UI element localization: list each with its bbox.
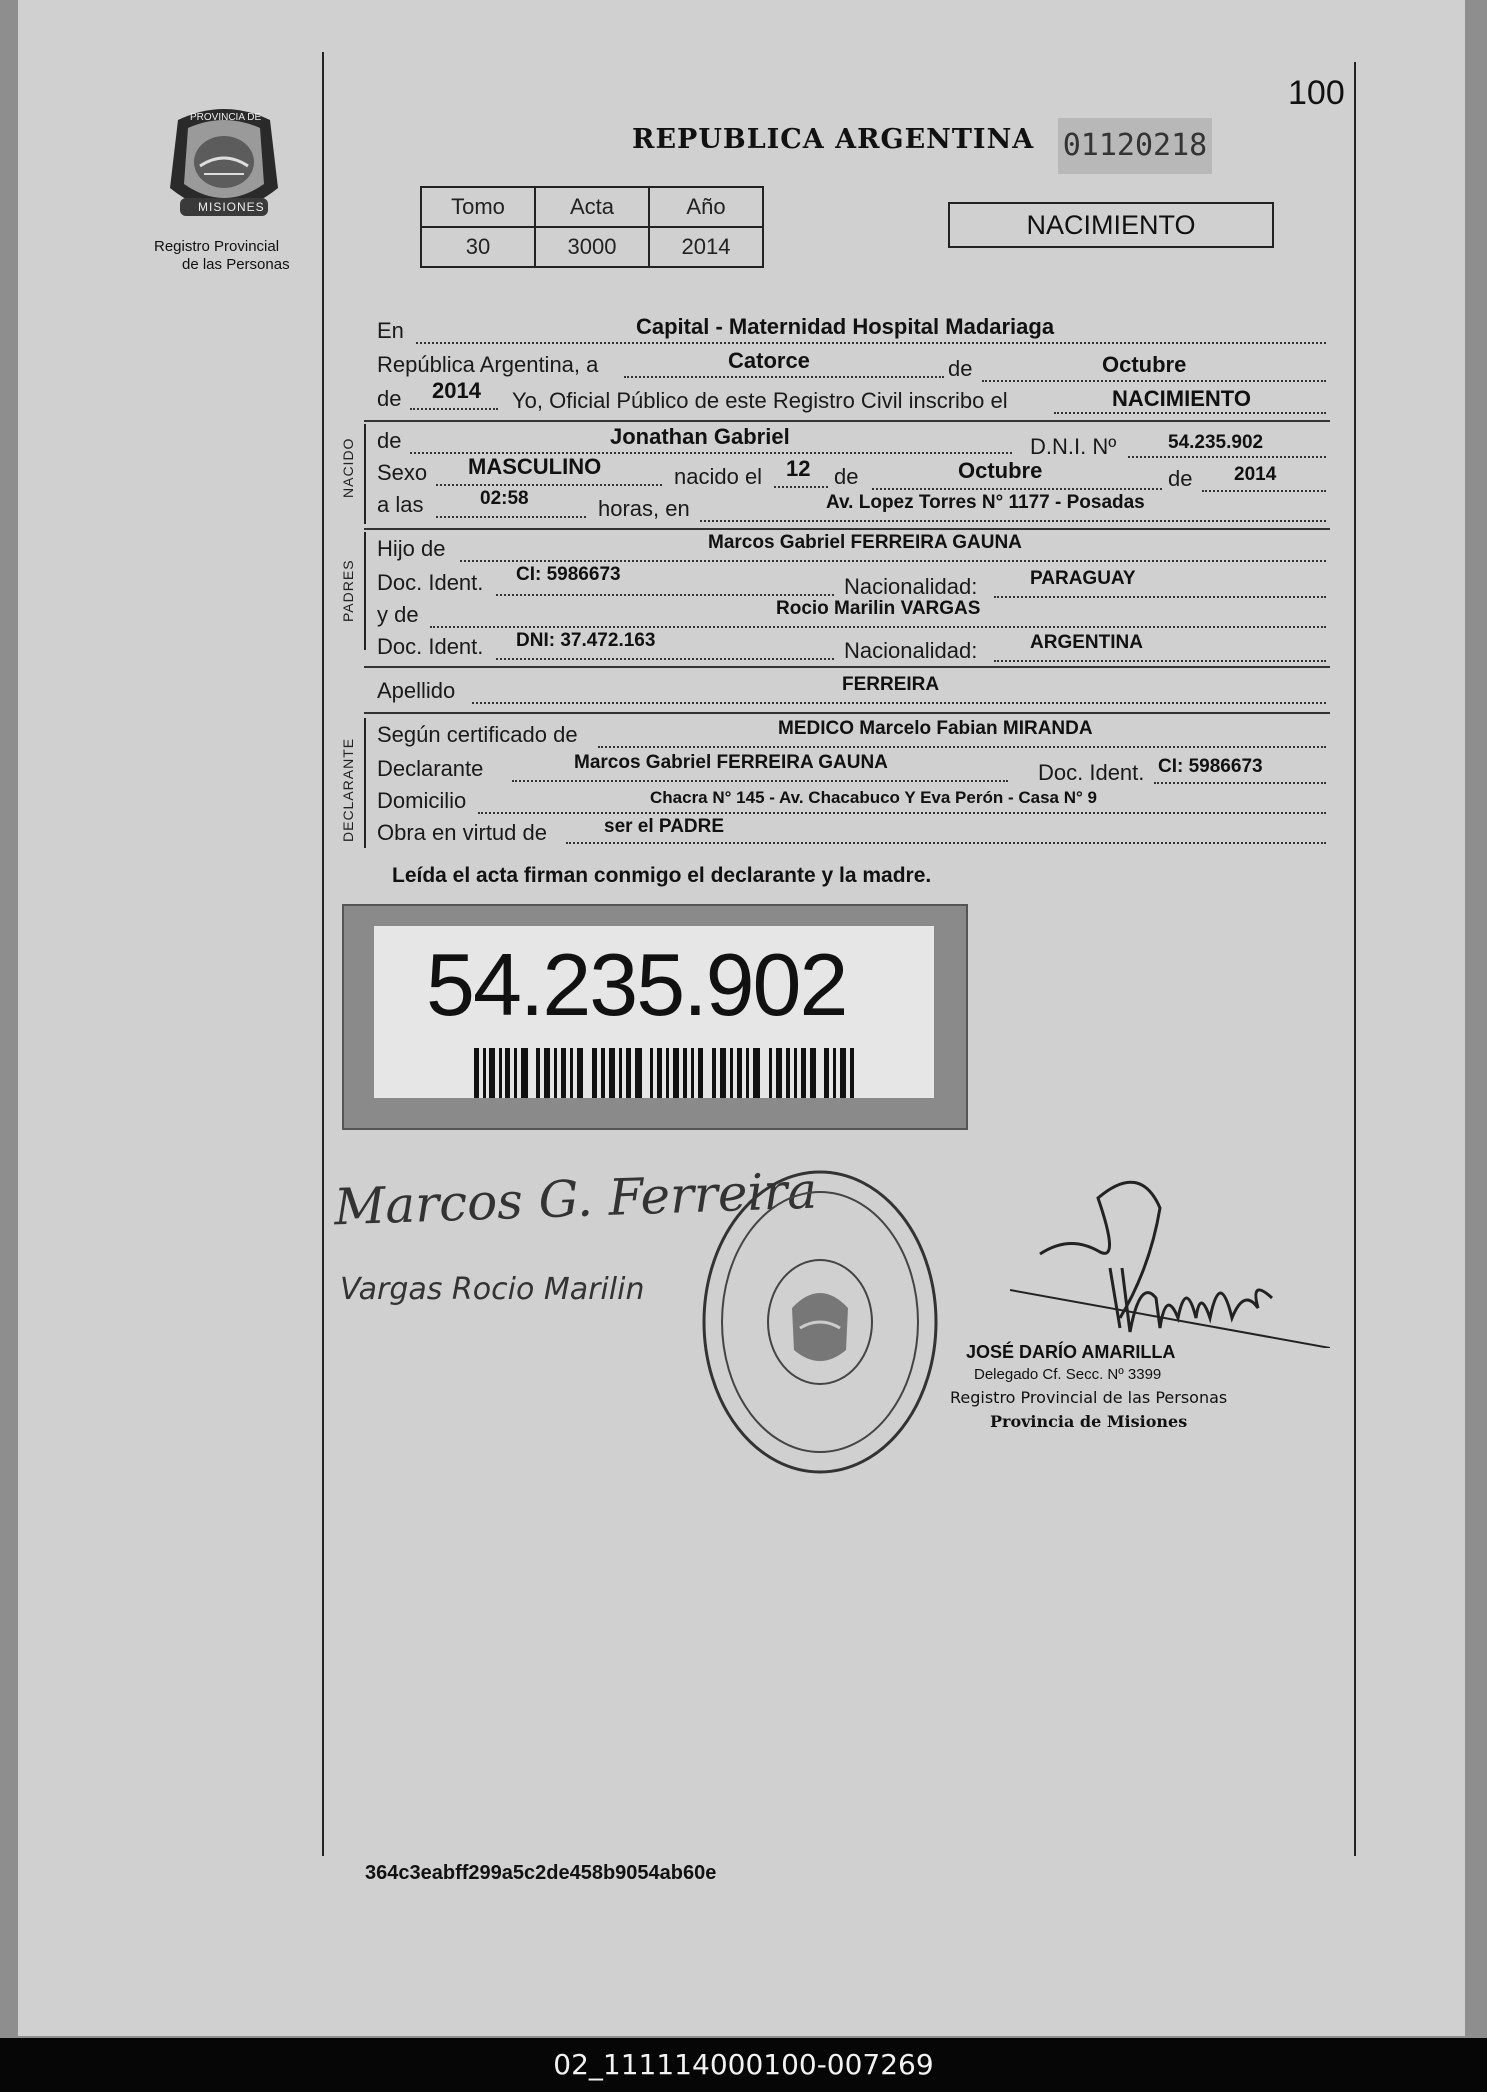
official-title: Delegado Cf. Secc. Nº 3399 [974,1366,1162,1383]
dotted-line [496,594,834,596]
document-type-box: NACIMIENTO [948,202,1274,248]
mother-doc-value: DNI: 37.472.163 [516,630,656,651]
day-word-value: Catorce [728,348,810,373]
cert-label: Según certificado de [377,722,578,747]
table-header-ano: Año [649,187,763,227]
mother-doc-label: Doc. Ident. [377,634,484,659]
child-name-value: Jonathan Gabriel [610,424,790,449]
barcode-label [374,926,934,1098]
document-hash: 364c3eabff299a5c2de458b9054ab60e [365,1862,717,1884]
father-signature: Marcos G. Ferreira [333,1161,819,1237]
dotted-line [598,746,1326,748]
registry-line-2: de las Personas [182,256,290,273]
dotted-line [872,488,1162,490]
barcode-sticker [342,904,968,1130]
a-las-label: a las [377,492,424,517]
sexo-value: MASCULINO [468,454,602,479]
dotted-line [436,516,586,518]
de-label: de [948,356,973,381]
official-province: Provincia de Misiones [990,1412,1188,1431]
apellido-label: Apellido [377,678,456,703]
table-value-acta: 3000 [535,227,649,267]
barcode-number: 54.235.902 [426,935,847,1034]
table-value-ano: 2014 [649,227,763,267]
dotted-line [430,626,1326,628]
obra-value: ser el PADRE [604,816,725,837]
dotted-line [478,812,1326,814]
republic-label: República Argentina, a [377,352,599,377]
dotted-line [566,842,1326,844]
official-registry: Registro Provincial de las Personas [950,1388,1228,1407]
left-margin-line [322,52,324,1856]
official-name: JOSÉ DARÍO AMARILLA [966,1342,1176,1362]
barcode-icon [474,1048,854,1098]
dni-label: D.N.I. Nº [1030,434,1117,459]
dotted-line [994,596,1326,598]
year-value: 2014 [432,378,481,403]
country-title: REPUBLICA ARGENTINA [632,124,1035,155]
birth-day-value: 12 [786,456,811,481]
dotted-line [472,702,1326,704]
section-bracket [364,718,366,848]
declarante-section-label: DECLARANTE [340,737,356,842]
officer-text: Yo, Oficial Público de este Registro Civil inscribo el [512,388,1008,413]
section-bracket [364,532,366,650]
official-signature-icon [1010,1168,1330,1348]
declarante-doc-label: Doc. Ident. [1038,760,1145,785]
de-label: de [834,464,859,489]
section-bracket [364,424,366,524]
de-label: de [1168,466,1193,491]
dotted-line [512,780,1008,782]
event-value: NACIMIENTO [1112,386,1251,411]
official-seal-icon [700,1168,940,1476]
father-doc-value: CI: 5986673 [516,564,621,585]
dotted-line [416,342,1326,344]
serial-stamp: 01120218 [1058,118,1212,174]
y-de-label: y de [377,602,419,627]
record-table [420,186,764,268]
dotted-line [774,486,828,488]
month-value: Octubre [1102,352,1187,377]
father-name-value: Marcos Gabriel FERREIRA GAUNA [708,532,1022,553]
father-nat-value: PARAGUAY [1030,568,1136,589]
right-margin-line [1354,62,1356,1856]
closing-statement: Leída el acta firman conmigo el declarante y la madre. [392,864,932,887]
footer-id: 02_111114000100-007269 [0,2038,1487,2092]
sexo-label: Sexo [377,460,428,485]
table-value-tomo: 30 [421,227,535,267]
dotted-line [1154,782,1326,784]
dotted-line [624,376,944,378]
page-number: 100 [1288,74,1345,112]
mother-signature: Vargas Rocio Marilin [340,1272,645,1307]
birth-address-value: Av. Lopez Torres N° 1177 - Posadas [826,492,1145,513]
birth-month-value: Octubre [958,458,1043,483]
dotted-line [496,658,834,660]
dotted-line [1128,456,1326,458]
table-header-tomo: Tomo [421,187,535,227]
dotted-line [460,560,1326,562]
padres-section-label: PADRES [340,559,356,622]
dotted-line [1202,490,1326,492]
dotted-line [1054,412,1326,414]
table-header-acta: Acta [535,187,649,227]
domicilio-label: Domicilio [377,788,467,813]
emblem-top-text: PROVINCIA DE [190,112,262,123]
hijo-de-label: Hijo de [377,536,446,561]
mother-name-value: Rocio Marilin VARGAS [776,598,981,619]
cert-value: MEDICO Marcelo Fabian MIRANDA [778,718,1093,739]
dotted-line [982,380,1326,382]
section-divider [364,420,1330,422]
de-label: de [377,428,402,453]
place-value: Capital - Maternidad Hospital Madariaga [636,314,1055,339]
horas-en-label: horas, en [598,496,690,521]
mother-nat-value: ARGENTINA [1030,632,1143,653]
birth-year-value: 2014 [1234,464,1277,485]
declarante-doc-value: CI: 5986673 [1158,756,1263,777]
en-label: En [377,318,404,343]
dotted-line [410,408,498,410]
nacido-el-label: nacido el [674,464,763,489]
declarante-label: Declarante [377,756,484,781]
father-doc-label: Doc. Ident. [377,570,484,595]
apellido-value: FERREIRA [842,674,940,695]
obra-label: Obra en virtud de [377,820,547,845]
mother-nat-label: Nacionalidad: [844,638,978,663]
de-label: de [377,386,402,411]
child-dni-value: 54.235.902 [1168,432,1264,453]
section-divider [364,666,1330,668]
registry-line-1: Registro Provincial [154,238,280,255]
father-nat-label: Nacionalidad: [844,574,978,599]
dotted-line [700,520,1326,522]
declarante-value: Marcos Gabriel FERREIRA GAUNA [574,752,888,773]
domicilio-value: Chacra N° 145 - Av. Chacabuco Y Eva Perón - Casa N° 9 [650,788,1097,807]
section-divider [364,712,1330,714]
section-divider [364,528,1330,530]
dotted-line [994,660,1326,662]
birth-time-value: 02:58 [480,488,529,509]
dotted-line [436,484,662,486]
nacido-section-label: NACIDO [340,437,356,498]
emblem-bottom-text: MISIONES [198,200,265,214]
